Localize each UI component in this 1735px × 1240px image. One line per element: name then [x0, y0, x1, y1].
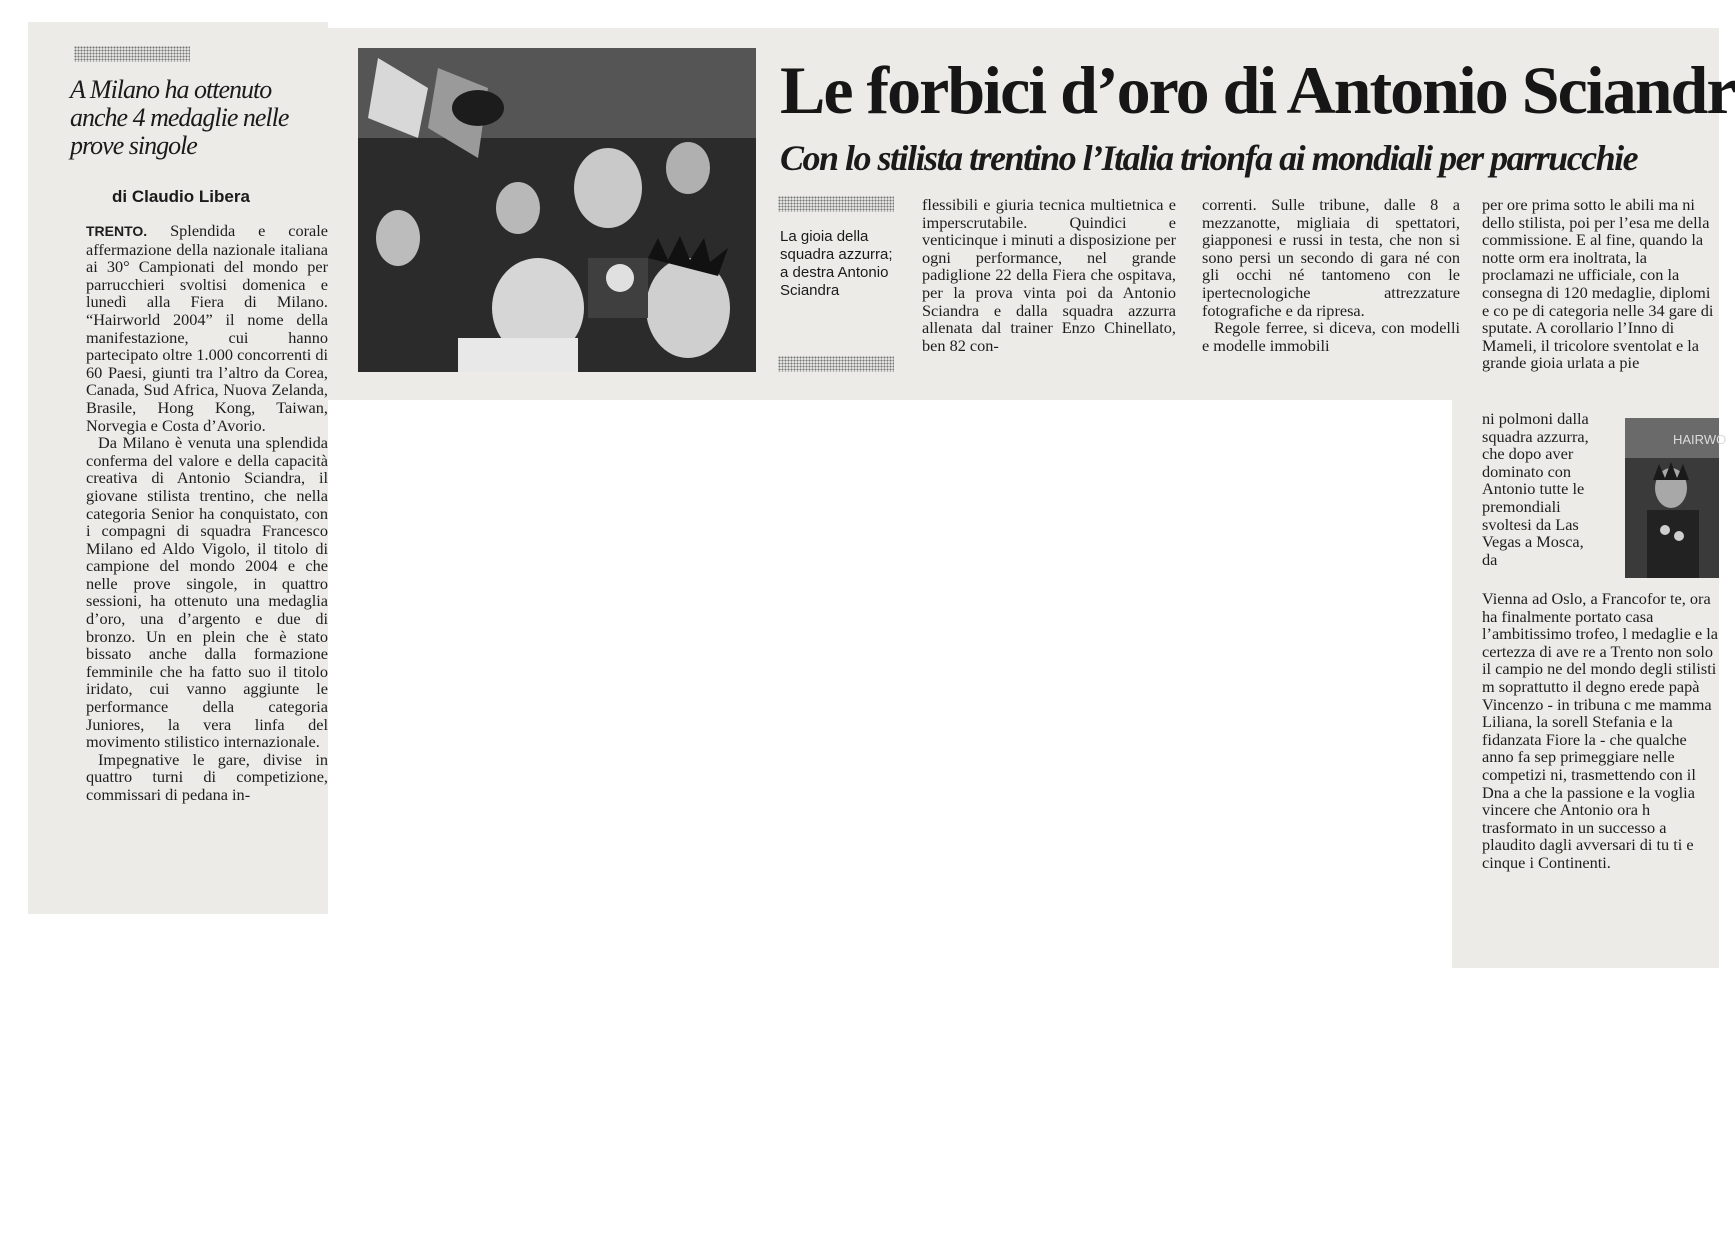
portrait-photo — [1625, 418, 1727, 578]
article-paragraph: Splendida e corale affermazione della nazionale italiana ai 30° Campionati del mondo per parrucchieri svoltisi domenica e lunedì alla Fiera di Milano. “Hairworld 2004” il nome della manifestazione, cui hanno partecipato oltre 1.000 concorrenti di 60 Paesi, giunti tra l’altro da Corea, Canada, Sud Africa, Nuova Zelanda, Brasile, Hong Kong, Taiwan, Norvegia e Costa d’Avorio. — [86, 221, 329, 435]
article-paragraph: correnti. Sulle tribune, dalle 8 a mezzanotte, migliaia di spettatori, giapponesi e russi in testa, che non si sono persi un secondo di gara né con gli occhi né tantomeno con le ipertecnologiche attrezzature fotografiche e da ripresa. — [1202, 195, 1460, 320]
article-column-4-top — [1482, 196, 1719, 408]
team-celebration-photo — [358, 48, 756, 372]
photo-caption: La gioia della squadra azzurra; a destra Antonio Sciandra — [780, 228, 893, 299]
article-column-3 — [1202, 196, 1460, 374]
article-paragraph: Regole ferree, si diceva, con modelli e modelle immobili — [1202, 318, 1460, 355]
article-column-2 — [922, 196, 1176, 374]
decorative-rule — [778, 196, 894, 212]
article-kicker: A Milano ha ottenuto anche 4 medaglie nelle prove singole — [70, 75, 289, 160]
article-paragraph: Vienna ad Oslo, a Francofor te, ora ha finalmente portato casa l’ambitissimo trofeo, l medaglie e la certezza di ave re a Trento non solo il campio ne del mondo degli stilisti m soprattutto il degno erede papà Vincenzo - in tribuna c me mamma Liliana, la sorell Stefania e la fidanzata Fiore la - che qualche anno fa sep primeggiare nelle competizi ni, trasmettendo con il Dna a che la passione e la voglia vincere che Antonio ora h trasformato in un successo a plaudito dagli avversari di tu ti e cinque i Continenti. — [1482, 589, 1719, 872]
article-headline: Le forbici d’oro di Antonio Sciandr — [780, 52, 1735, 128]
article-column-4-wrap — [1482, 410, 1598, 588]
article-paragraph: ni polmoni dalla squadra azzurra, che dopo aver dominato con Antonio tutte le premondiali svoltesi da Las Vegas a Mosca, da — [1482, 409, 1589, 569]
hairworld-sign: HAIRWO — [1673, 432, 1727, 447]
team-celebration-image — [358, 48, 756, 372]
article-paragraph: Impegnative le gare, divise in quattro turni di competizione, commissari di pedana in- — [86, 749, 328, 804]
article-paragraph: Da Milano è venuta una splendida conferma del valore e della capacità creativa di Antonio Sciandra, il giovane stilista trentino, che nella categoria Senior ha conquistato, con i compagni di squadra Francesco Milano ed Aldo Vigolo, il titolo di campione del mondo 2004 e che nelle prove singole, in quattro sessioni, ha ottenuto una medaglia d’oro, una d’argento e due di bronzo. Un en plein che è stato bissato anche dalla formazione femminile che ha fatto suo il titolo iridato, cui vanno aggiunte le performance della categoria Juniores, la vera linfa del movimento stilistico internazionale. — [86, 433, 328, 752]
article-column-4-bottom — [1482, 590, 1719, 962]
decorative-rule — [74, 46, 190, 62]
article-paragraph: flessibili e giuria tecnica multietnica e imperscrutabile. Quindici e venticinque i minuti a disposizione per ogni performance, nel grande padiglione 22 della Fiera che ospitava, per la prova vinta poi da Antonio Sciandra e dalla squadra azzurra allenata dal trainer Enzo Chinellato, ben 82 con- — [922, 195, 1176, 355]
decorative-rule — [778, 356, 894, 372]
dateline: TRENTO. — [86, 223, 148, 239]
article-paragraph: per ore prima sotto le abili ma ni dello stilista, poi per l’esa me della commissione. E al fine, quando la notte orm era inoltrata, la proclamazi ne ufficiale, con la consegna di 120 medaglie, diplomi e co pe di categoria nelle 34 gare di sputate. A corollario l’Inno di Mameli, il tricolore sventolat e la grande gioia urlata a pie — [1482, 195, 1714, 373]
article-subhead: Con lo stilista trentino l’Italia trionfa ai mondiali per parrucchie — [780, 138, 1638, 178]
article-column-1 — [86, 222, 328, 912]
article-byline: di Claudio Libera — [112, 187, 250, 206]
portrait-image — [1625, 418, 1727, 578]
